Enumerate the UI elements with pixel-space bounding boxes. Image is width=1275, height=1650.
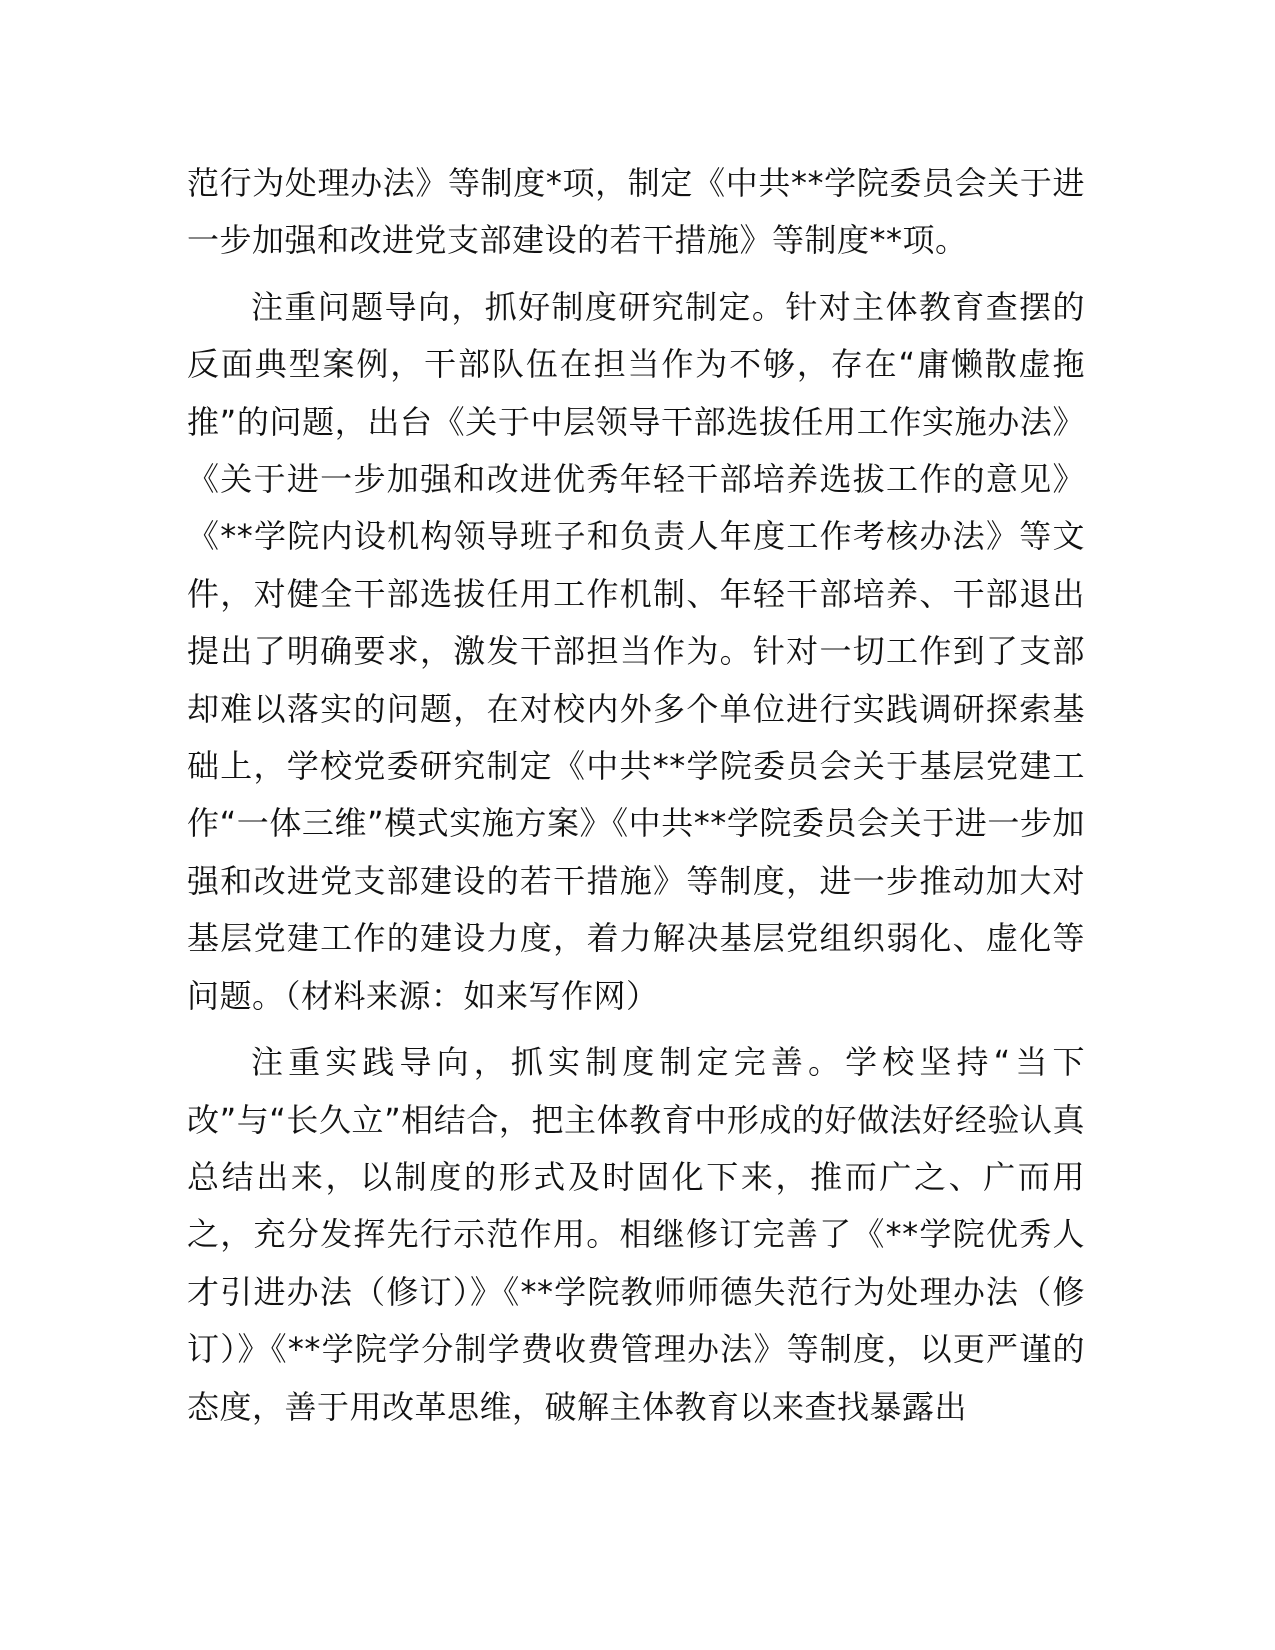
paragraph-problem-orientation: 注重问题导向，抓好制度研究制定。针对主体教育查摆的反面典型案例，干部队伍在担当作为不够，存在“庸懒散虚拖推”的问题，出台《关于中层领导干部选拔任用工作实施办法》《关于进一步加强和改进优秀年轻干部培养选拔工作的意见》《**学院内设机构领导班子和负责人年度工作考核办法》等文件，对健全干部选拔任用工作机制、年轻干部培养、干部退出提出了明确要求，激发干部担当作为。针对一切工作到了支部却难以落实的问题，在对校内外多个单位进行实践调研探索基础上，学校党委研究制定《中共**学院委员会关于基层党建工作“一体三维”模式实施方案》《中共**学院委员会关于进一步加强和改进党支部建设的若干措施》等制度，进一步推动加大对基层党建工作的建设力度，着力解决基层党组织弱化、虚化等问题。（材料来源：如来写作网）: [187, 287, 1085, 1015]
paragraph-practice-orientation: 注重实践导向，抓实制度制定完善。学校坚持“当下改”与“长久立”相结合，把主体教育中形成的好做法好经验认真总结出来，以制度的形式及时固化下来，推而广之、广而用之，充分发挥先行示范作用。相继修订完善了《**学院优秀人才引进办法（修订）》《**学院教师师德失范行为处理办法（修订）》《**学院学分制学费收费管理办法》等制度，以更严谨的态度，善于用改革思维，破解主体教育以来查找暴露出: [187, 1043, 1085, 1426]
paragraph-continuation: 范行为处理办法》等制度*项，制定《中共**学院委员会关于进一步加强和改进党支部建设的若干措施》等制度**项。: [187, 164, 1085, 260]
document-body: [187, 155, 1085, 1436]
